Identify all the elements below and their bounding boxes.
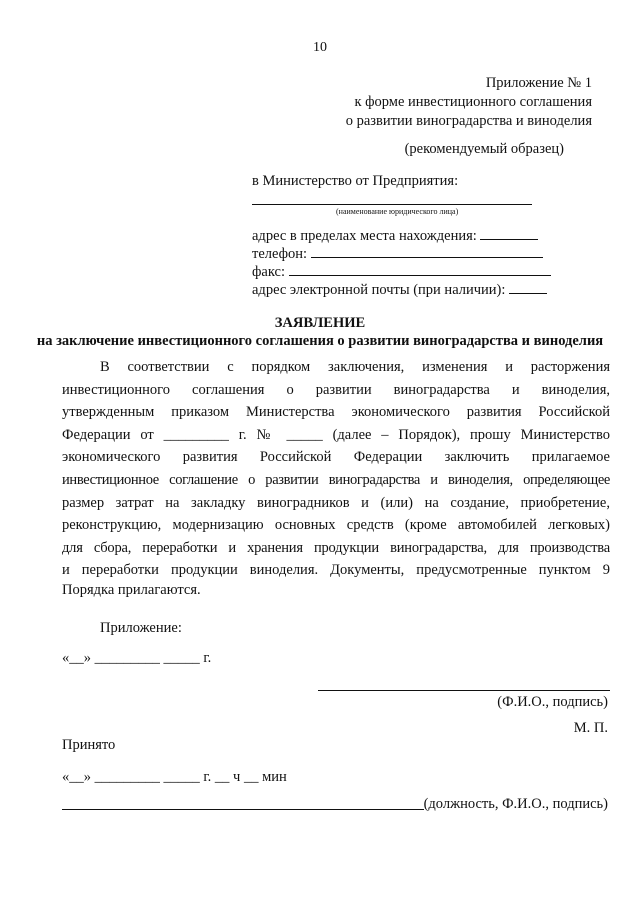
body-line-11: Порядка прилагаются. bbox=[62, 582, 201, 598]
email-row bbox=[252, 280, 547, 300]
fax-line bbox=[289, 263, 551, 276]
email-line bbox=[509, 281, 547, 294]
official-signature-line bbox=[62, 797, 424, 810]
body-line-8: реконструкцию, модернизацию основных средств (кроме автомобилей легковых) bbox=[62, 517, 610, 534]
body-line-5: экономического развития Российской Федерации заключить прилагаемое bbox=[62, 449, 610, 466]
body-line-4: Федерации от _________ г. № _____ (далее – Порядок), прошу Министерство bbox=[62, 426, 610, 443]
phone-row bbox=[252, 244, 543, 264]
sample-note: (рекомендуемый образец) bbox=[404, 141, 564, 157]
document-subtitle: на заключение инвестиционного соглашения о развитии виноградарства и виноделия bbox=[36, 333, 604, 349]
body-line-3: утвержденным приказом Министерства экономического развития Российской bbox=[62, 404, 610, 421]
appendix-line-1: Приложение № 1 bbox=[485, 75, 592, 91]
fax-label: факс: bbox=[252, 264, 285, 280]
date-line: «__» _________ _____ г. bbox=[62, 650, 212, 666]
email-label: адрес электронной почты (при наличии): bbox=[252, 282, 506, 298]
addressee-to: в Министерство от Предприятия: bbox=[252, 173, 459, 189]
address-label: адрес в пределах места нахождения: bbox=[252, 228, 477, 244]
body-line-9: для сбора, переработки и хранения продукции виноградарства, для производства bbox=[62, 539, 610, 556]
stamp-mark: М. П. bbox=[573, 720, 608, 736]
body-line-1: В соответствии с порядком заключения, изменения и расторжения bbox=[100, 359, 610, 375]
accepted-date-line: «__» _________ _____ г. __ ч __ мин bbox=[62, 769, 287, 785]
appendix-line-3: о развитии виноградарства и виноделия bbox=[345, 113, 592, 129]
company-name-caption: (наименование юридического лица) bbox=[336, 207, 459, 216]
page-number: 10 bbox=[313, 40, 327, 55]
company-name-line bbox=[252, 190, 532, 205]
body-line-2: инвестиционного соглашения о развитии виноградарства и виноделия, bbox=[62, 381, 610, 398]
document-title: ЗАЯВЛЕНИЕ bbox=[274, 315, 366, 331]
body-line-6: инвестиционное соглашение о развитии виноградарства и виноделия, определяющее bbox=[62, 472, 610, 488]
phone-line bbox=[311, 245, 543, 258]
accepted-label: Принято bbox=[62, 737, 116, 753]
official-caption: (должность, Ф.И.О., подпись) bbox=[423, 796, 608, 812]
fax-row bbox=[252, 262, 551, 282]
signature-line bbox=[318, 678, 610, 691]
address-row bbox=[252, 226, 538, 246]
attachment-label: Приложение: bbox=[100, 620, 182, 636]
body-line-7: размер затрат на закладку виноградников и (или) на создание, приобретение, bbox=[62, 494, 610, 511]
signature-caption: (Ф.И.О., подпись) bbox=[497, 694, 608, 710]
address-line bbox=[480, 227, 538, 240]
body-line-10: и переработки продукции виноделия. Документы, предусмотренные пунктом 9 bbox=[62, 562, 610, 579]
appendix-line-2: к форме инвестиционного соглашения bbox=[354, 94, 592, 110]
phone-label: телефон: bbox=[252, 246, 308, 262]
